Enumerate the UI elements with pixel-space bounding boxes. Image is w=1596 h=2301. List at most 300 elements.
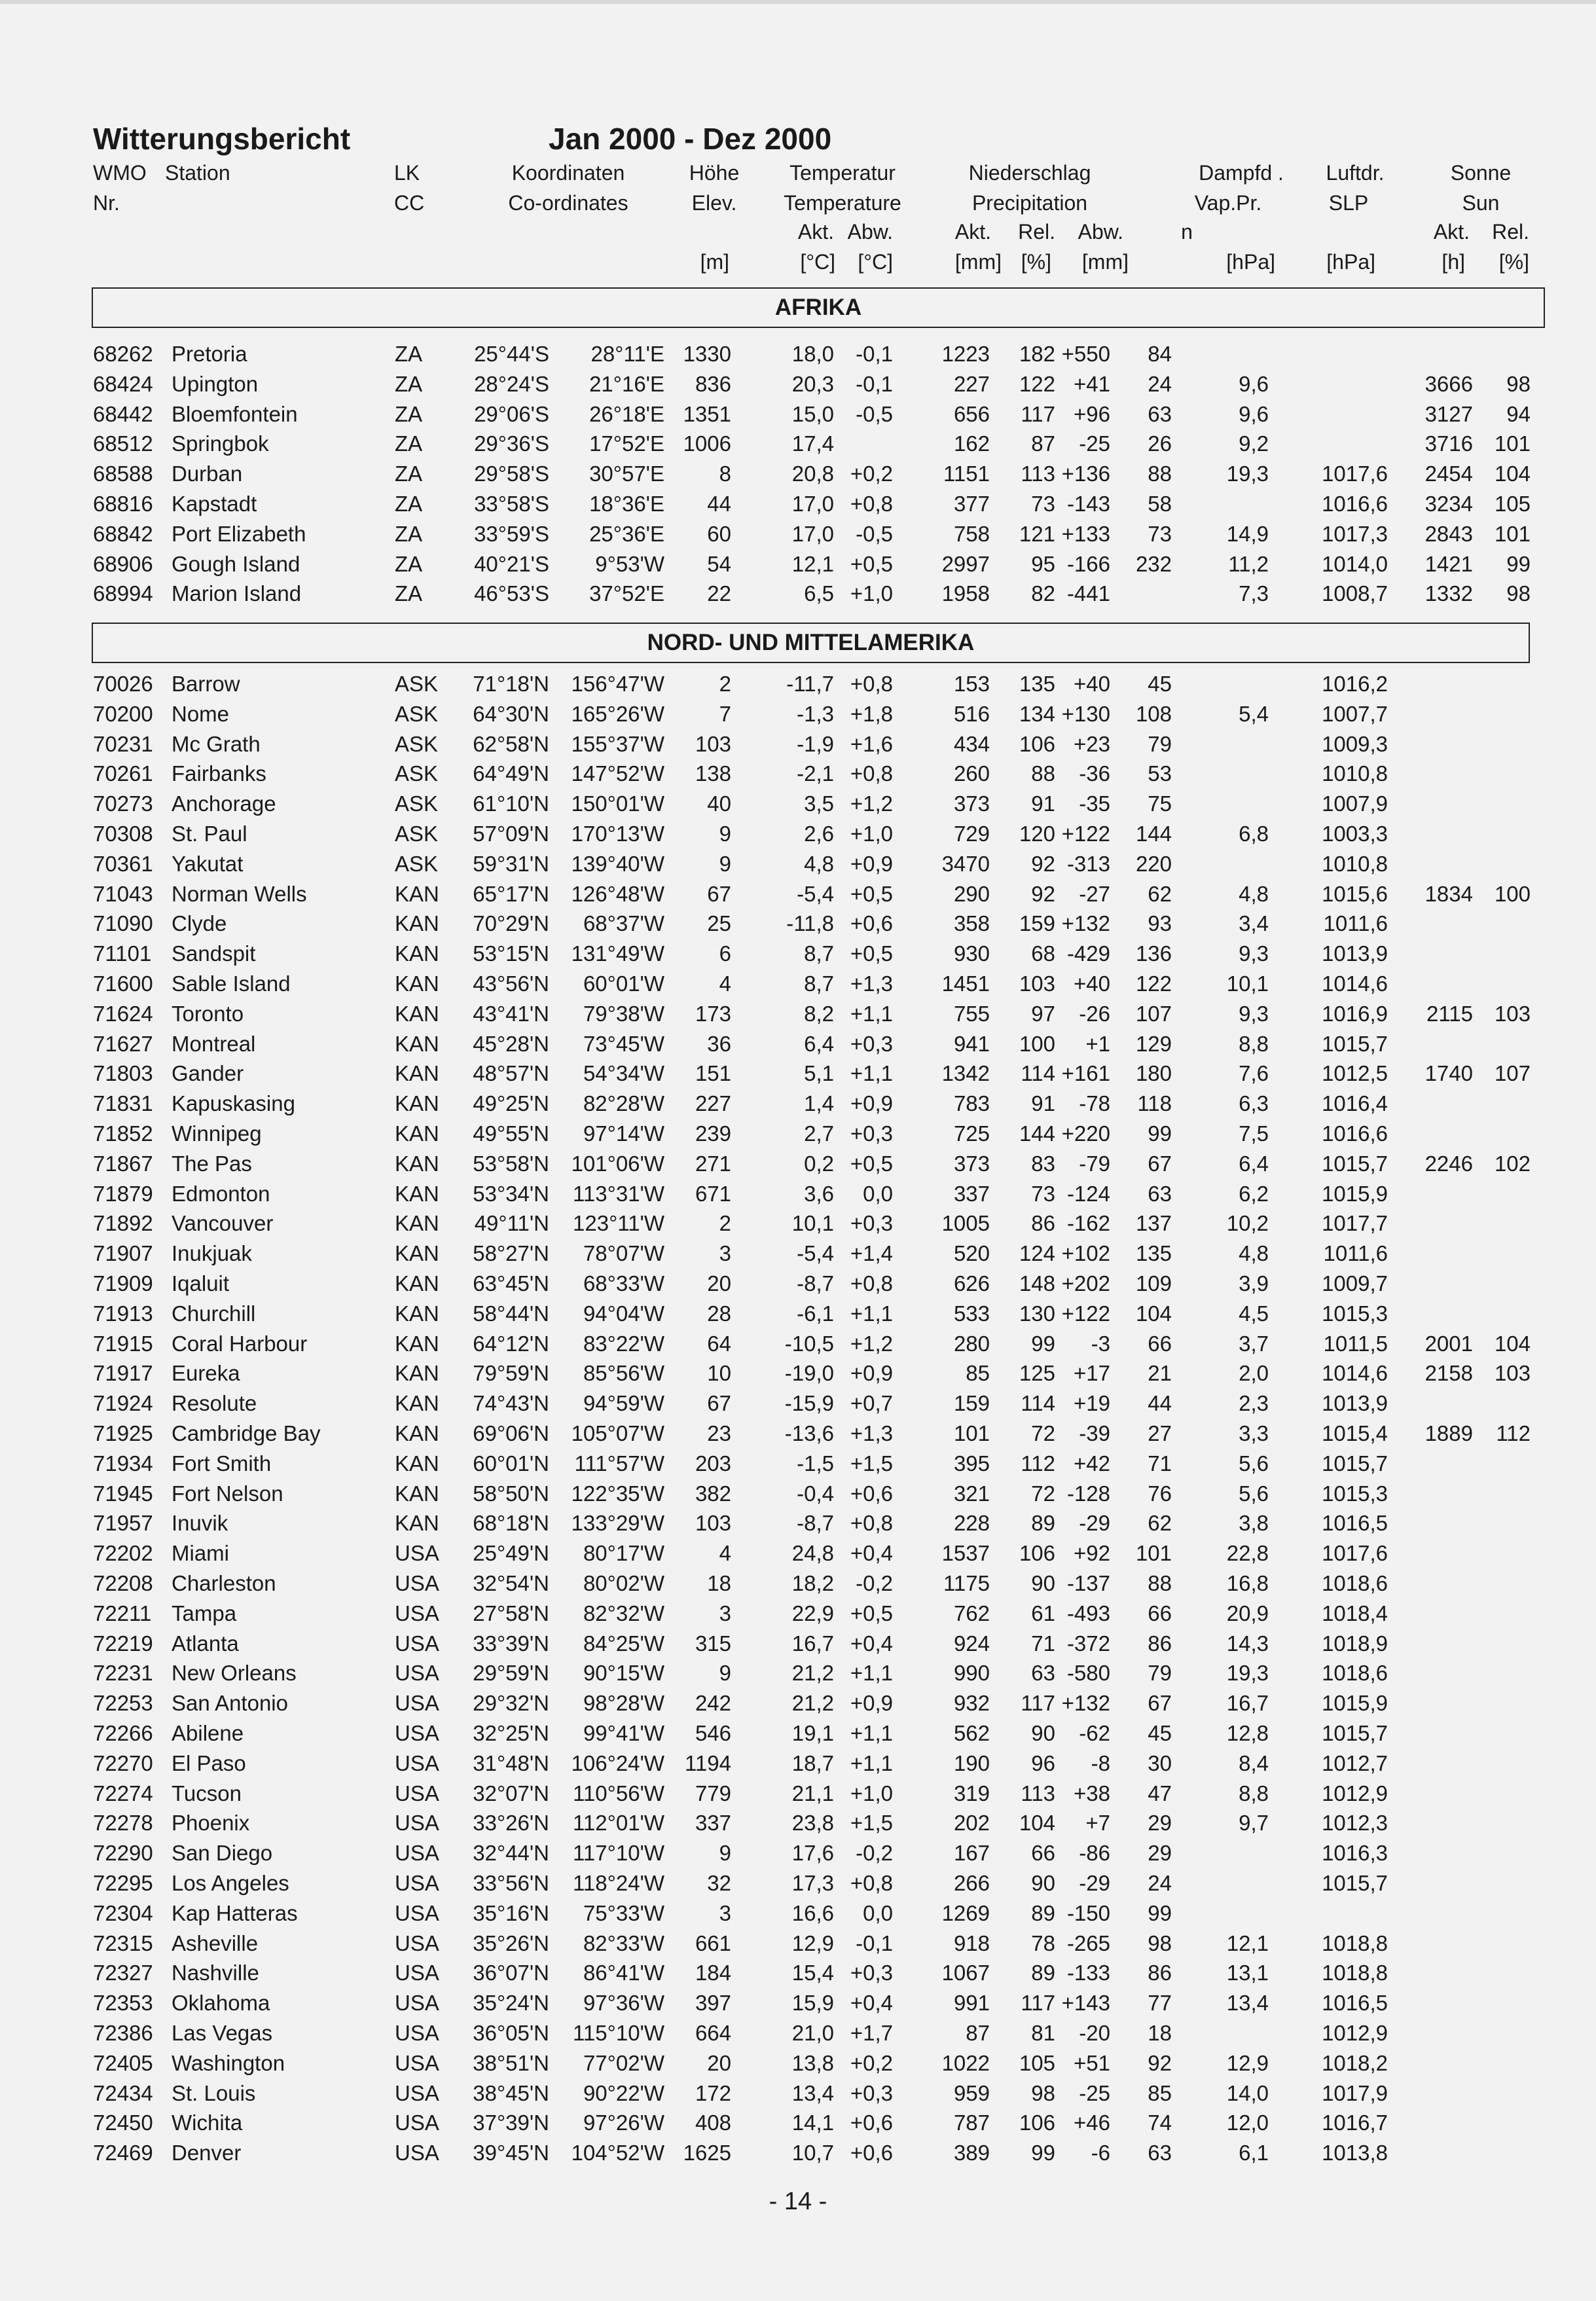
table-row [0, 1808, 1596, 1838]
longitude-cell: 94°59'W [583, 1391, 664, 1416]
elevation-cell: 40 [707, 791, 731, 816]
temp-actual-cell: 17,0 [791, 492, 834, 516]
elevation-cell: 271 [695, 1151, 731, 1176]
precip-actual-cell: 319 [953, 1781, 990, 1805]
latitude-cell: 35°16'N [473, 1900, 549, 1925]
precip-days-cell: 86 [1148, 1961, 1172, 1985]
temp-deviation-cell: 0,0 [863, 1181, 893, 1206]
sea-level-pressure-cell: 1016,3 [1322, 1841, 1388, 1866]
temp-deviation-cell: +0,6 [850, 2141, 893, 2165]
wmo-number-cell: 72278 [93, 1811, 153, 1836]
temp-actual-cell: 0,2 [804, 1151, 834, 1176]
vapour-pressure-cell: 8,4 [1239, 1750, 1269, 1775]
vapour-pressure-cell: 14,3 [1226, 1631, 1269, 1656]
sea-level-pressure-cell: 1013,9 [1322, 1391, 1388, 1416]
precip-days-cell: 122 [1135, 971, 1172, 996]
elevation-cell: 836 [695, 371, 731, 396]
elevation-cell: 23 [707, 1421, 731, 1445]
table-row [0, 369, 1596, 399]
elevation-cell: 1351 [683, 401, 731, 426]
elevation-cell: 227 [695, 1091, 731, 1116]
sunshine-relative-cell: 101 [1494, 431, 1531, 456]
precip-actual-cell: 562 [953, 1721, 990, 1745]
latitude-cell: 32°25'N [473, 1721, 549, 1745]
longitude-cell: 110°56'W [573, 1781, 664, 1805]
latitude-cell: 29°58'S [474, 462, 549, 486]
temp-deviation-cell: +0,5 [850, 881, 893, 906]
precip-days-cell: 77 [1148, 1991, 1172, 2016]
country-code-cell: ASK [395, 701, 439, 726]
precip-relative-cell: 90 [1031, 1721, 1055, 1745]
latitude-cell: 53°15'N [473, 941, 549, 966]
longitude-cell: 68°37'W [583, 911, 664, 936]
station-name-cell: The Pas [172, 1151, 252, 1176]
sea-level-pressure-cell: 1017,6 [1322, 1541, 1388, 1566]
temp-deviation-cell: +0,3 [850, 1961, 893, 1985]
sunshine-relative-cell: 98 [1506, 581, 1531, 606]
precip-actual-cell: 167 [953, 1841, 990, 1866]
table-row [0, 1358, 1596, 1388]
station-name-cell: Charleston [172, 1571, 276, 1595]
station-name-cell: Port Elizabeth [172, 521, 306, 546]
elevation-cell: 239 [695, 1121, 731, 1146]
station-name-cell: Gander [172, 1061, 244, 1086]
temp-deviation-cell: +1,0 [850, 822, 893, 846]
station-name-cell: Tampa [172, 1601, 237, 1625]
sea-level-pressure-cell: 1015,3 [1322, 1481, 1388, 1506]
header-temperature: Temperature [784, 191, 901, 215]
vapour-pressure-cell: 22,8 [1226, 1541, 1269, 1566]
sunshine-hours-cell: 1421 [1424, 551, 1473, 576]
elevation-cell: 151 [695, 1061, 731, 1086]
precip-deviation-cell: +136 [1061, 462, 1110, 486]
header-n [1116, 217, 1193, 246]
country-code-cell: USA [395, 1571, 439, 1595]
header-prec-rel: Rel. [1018, 220, 1055, 244]
wmo-number-cell: 72211 [93, 1601, 152, 1625]
longitude-cell: 30°57'E [589, 462, 664, 486]
longitude-cell: 139°40'W [571, 851, 664, 876]
country-code-cell: ZA [395, 492, 423, 516]
precip-relative-cell: 86 [1031, 1211, 1055, 1236]
wmo-number-cell: 72219 [93, 1631, 153, 1656]
elevation-cell: 36 [707, 1031, 731, 1056]
longitude-cell: 86°41'W [583, 1961, 664, 1985]
precip-days-cell: 24 [1148, 1871, 1172, 1895]
precip-days-cell: 92 [1148, 2050, 1172, 2075]
precip-actual-cell: 787 [953, 2111, 990, 2135]
precip-days-cell: 45 [1148, 672, 1172, 696]
precip-relative-cell: 135 [1019, 672, 1055, 696]
precip-actual-cell: 190 [953, 1750, 990, 1775]
precip-deviation-cell: -25 [1079, 2080, 1110, 2105]
sea-level-pressure-cell: 1009,7 [1322, 1271, 1388, 1295]
precip-deviation-cell: -150 [1066, 1900, 1110, 1925]
table-row [0, 429, 1596, 459]
station-name-cell: Iqaluit [172, 1271, 230, 1295]
longitude-cell: 155°37'W [571, 731, 664, 756]
precip-deviation-cell: -27 [1079, 881, 1110, 906]
temp-actual-cell: 2,7 [804, 1121, 834, 1146]
wmo-number-cell: 71907 [93, 1241, 153, 1266]
sea-level-pressure-cell: 1015,9 [1322, 1181, 1388, 1206]
precip-days-cell: 137 [1135, 1211, 1172, 1236]
longitude-cell: 60°01'W [583, 971, 664, 996]
precip-relative-cell: 91 [1031, 791, 1055, 816]
latitude-cell: 61°10'N [473, 791, 549, 816]
longitude-cell: 115°10'W [573, 2021, 664, 2045]
elevation-cell: 8 [719, 462, 731, 486]
sunshine-hours-cell: 2246 [1424, 1151, 1473, 1176]
precip-actual-cell: 337 [953, 1181, 990, 1206]
header-precipitation: Precipitation [971, 191, 1088, 215]
precip-deviation-cell: +42 [1074, 1451, 1110, 1476]
wmo-number-cell: 68842 [93, 521, 153, 546]
table-row [0, 1059, 1596, 1089]
longitude-cell: 170°13'W [571, 822, 664, 846]
header-koordinaten: Koordinaten [511, 161, 625, 185]
precip-actual-cell: 729 [953, 822, 990, 846]
temp-deviation-cell: +1,1 [850, 1061, 893, 1086]
precip-deviation-cell: -26 [1079, 1001, 1110, 1026]
wmo-number-cell: 71831 [93, 1091, 153, 1116]
sunshine-hours-cell: 1834 [1424, 881, 1473, 906]
header-sun: Sun [1462, 191, 1500, 215]
temp-actual-cell: 17,4 [791, 431, 834, 456]
precip-deviation-cell: +40 [1074, 672, 1110, 696]
temp-actual-cell: -6,1 [797, 1301, 834, 1326]
temp-actual-cell: 15,0 [791, 401, 834, 426]
sea-level-pressure-cell: 1016,5 [1322, 1511, 1388, 1536]
temp-actual-cell: 23,8 [791, 1811, 834, 1836]
longitude-cell: 84°25'W [583, 1631, 664, 1656]
precip-relative-cell: 112 [1021, 1451, 1055, 1476]
vapour-pressure-cell: 3,9 [1239, 1271, 1269, 1295]
wmo-number-cell: 71852 [93, 1121, 153, 1146]
sea-level-pressure-cell: 1018,2 [1322, 2050, 1388, 2075]
elevation-cell: 67 [707, 1391, 731, 1416]
sea-level-pressure-cell: 1015,7 [1322, 1721, 1388, 1745]
elevation-cell: 9 [719, 1841, 731, 1866]
sunshine-relative-cell: 98 [1506, 371, 1531, 396]
precip-actual-cell: 1005 [941, 1211, 990, 1236]
elevation-cell: 1625 [683, 2141, 731, 2165]
temp-deviation-cell: +1,4 [850, 1241, 893, 1266]
precip-days-cell: 29 [1148, 1811, 1172, 1836]
vapour-pressure-cell: 14,0 [1226, 2080, 1269, 2105]
latitude-cell: 58°50'N [473, 1481, 549, 1506]
sea-level-pressure-cell: 1015,6 [1322, 881, 1388, 906]
table-row [0, 1779, 1596, 1809]
elevation-cell: 3 [719, 1241, 731, 1266]
temp-actual-cell: -8,7 [797, 1271, 834, 1295]
precip-deviation-cell: -313 [1066, 851, 1110, 876]
vapour-pressure-cell: 9,2 [1239, 431, 1269, 456]
wmo-number-cell: 72315 [93, 1930, 153, 1955]
latitude-cell: 37°39'N [473, 2111, 549, 2135]
sea-level-pressure-cell: 1017,9 [1322, 2080, 1388, 2105]
temp-deviation-cell: +1,5 [850, 1451, 893, 1476]
precip-actual-cell: 1342 [941, 1061, 990, 1086]
precip-relative-cell: 90 [1031, 1871, 1055, 1895]
sea-level-pressure-cell: 1012,9 [1322, 1781, 1388, 1805]
header-slp-unit: [hPa] [1326, 250, 1375, 274]
precip-actual-cell: 918 [953, 1930, 990, 1955]
latitude-cell: 40°21'S [474, 551, 549, 576]
precip-relative-cell: 72 [1031, 1481, 1055, 1506]
temp-deviation-cell: +1,2 [850, 791, 893, 816]
vapour-pressure-cell: 6,3 [1239, 1091, 1269, 1116]
station-name-cell: Sable Island [172, 971, 291, 996]
longitude-cell: 90°15'W [583, 1661, 664, 1686]
longitude-cell: 83°22'W [583, 1331, 664, 1356]
station-name-cell: Oklahoma [172, 1991, 270, 2016]
elevation-cell: 203 [695, 1451, 731, 1476]
precip-deviation-cell: -25 [1079, 431, 1110, 456]
table-row [0, 819, 1596, 849]
latitude-cell: 49°55'N [473, 1121, 549, 1146]
temp-actual-cell: 21,2 [791, 1691, 834, 1716]
sea-level-pressure-cell: 1018,4 [1322, 1601, 1388, 1625]
sunshine-relative-cell: 99 [1506, 551, 1531, 576]
latitude-cell: 45°28'N [473, 1031, 549, 1056]
precip-relative-cell: 73 [1031, 492, 1055, 516]
precip-days-cell: 79 [1148, 1661, 1172, 1686]
table-row [0, 1119, 1596, 1149]
station-name-cell: Resolute [172, 1391, 257, 1416]
station-name-cell: Bloemfontein [172, 401, 298, 426]
temp-deviation-cell: +1,3 [850, 1421, 893, 1445]
precip-deviation-cell: -29 [1079, 1511, 1110, 1536]
header-prec-akt: Akt. [954, 220, 991, 244]
latitude-cell: 38°51'N [473, 2050, 549, 2075]
precip-deviation-cell: +143 [1061, 1991, 1110, 2016]
precip-days-cell: 118 [1137, 1091, 1172, 1116]
temp-deviation-cell: +0,9 [850, 1691, 893, 1716]
temp-deviation-cell: +0,5 [850, 1151, 893, 1176]
elevation-cell: 408 [695, 2111, 731, 2135]
sunshine-hours-cell: 3234 [1424, 492, 1473, 516]
precip-deviation-cell: +133 [1061, 521, 1110, 546]
vapour-pressure-cell: 2,0 [1239, 1361, 1269, 1386]
temp-deviation-cell: -0,5 [856, 521, 893, 546]
wmo-number-cell: 70273 [93, 791, 153, 816]
table-row [0, 1449, 1596, 1479]
precip-relative-cell: 83 [1031, 1151, 1055, 1176]
header-prec-unit-mm: [mm] [954, 250, 1002, 274]
longitude-cell: 97°26'W [583, 2111, 664, 2135]
wmo-number-cell: 68442 [93, 401, 153, 426]
precip-actual-cell: 377 [953, 492, 990, 516]
elevation-cell: 28 [707, 1301, 731, 1326]
latitude-cell: 36°07'N [473, 1961, 549, 1985]
latitude-cell: 65°17'N [473, 881, 549, 906]
header-temp-akt: Akt. [797, 220, 834, 244]
country-code-cell: ASK [395, 822, 439, 846]
country-code-cell: KAN [395, 1061, 439, 1086]
longitude-cell: 106°24'W [571, 1750, 664, 1775]
station-name-cell: Los Angeles [172, 1871, 289, 1895]
vapour-pressure-cell: 2,3 [1239, 1391, 1269, 1416]
sunshine-relative-cell: 103 [1494, 1361, 1531, 1386]
vapour-pressure-cell: 5,4 [1239, 701, 1269, 726]
latitude-cell: 31°48'N [473, 1750, 549, 1775]
precip-days-cell: 27 [1148, 1421, 1172, 1445]
header-nr: Nr. [93, 191, 120, 215]
elevation-cell: 184 [695, 1961, 731, 1985]
station-name-cell: Denver [172, 2141, 242, 2165]
sea-level-pressure-cell: 1016,5 [1322, 1991, 1388, 2016]
country-code-cell: KAN [395, 911, 439, 936]
temp-actual-cell: -15,9 [784, 1391, 834, 1416]
station-name-cell: Barrow [172, 672, 240, 696]
table-row [0, 339, 1596, 369]
precip-deviation-cell: -79 [1079, 1151, 1110, 1176]
temp-actual-cell: 21,2 [791, 1661, 834, 1686]
report-title: Witterungsbericht [93, 122, 351, 156]
country-code-cell: USA [395, 1871, 439, 1895]
vapour-pressure-cell: 3,7 [1239, 1331, 1269, 1356]
wmo-number-cell: 71925 [93, 1421, 153, 1445]
latitude-cell: 48°57'N [473, 1061, 549, 1086]
country-code-cell: KAN [395, 1121, 439, 1146]
precip-days-cell: 109 [1135, 1271, 1172, 1295]
elevation-cell: 103 [695, 731, 731, 756]
station-name-cell: Clyde [172, 911, 227, 936]
sea-level-pressure-cell: 1011,6 [1323, 911, 1388, 936]
precip-relative-cell: 134 [1019, 701, 1055, 726]
elevation-cell: 3 [719, 1601, 731, 1625]
precip-actual-cell: 1958 [941, 581, 990, 606]
temp-deviation-cell: +1,1 [850, 1721, 893, 1745]
precip-deviation-cell: -162 [1066, 1211, 1110, 1236]
country-code-cell: USA [395, 1841, 439, 1866]
station-name-cell: St. Paul [172, 822, 247, 846]
country-code-cell: USA [395, 1691, 439, 1716]
temp-actual-cell: 16,6 [791, 1900, 834, 1925]
longitude-cell: 85°56'W [583, 1361, 664, 1386]
latitude-cell: 60°01'N [473, 1451, 549, 1476]
precip-days-cell: 144 [1135, 822, 1172, 846]
elevation-cell: 661 [695, 1930, 731, 1955]
precip-deviation-cell: +132 [1061, 1691, 1110, 1716]
elevation-cell: 64 [707, 1331, 731, 1356]
longitude-cell: 79°38'W [583, 1001, 664, 1026]
header-sonne: Sonne [1450, 161, 1512, 185]
country-code-cell: ZA [395, 581, 423, 606]
sea-level-pressure-cell: 1018,6 [1322, 1661, 1388, 1686]
vapour-pressure-cell: 5,6 [1239, 1451, 1269, 1476]
station-name-cell: Montreal [172, 1031, 256, 1056]
table-row [0, 1958, 1596, 1988]
elevation-cell: 173 [695, 1001, 731, 1026]
country-code-cell: KAN [395, 971, 439, 996]
station-name-cell: Atlanta [172, 1631, 239, 1656]
precip-days-cell: 101 [1135, 1541, 1172, 1566]
vapour-pressure-cell: 3,3 [1239, 1421, 1269, 1445]
country-code-cell: ZA [395, 401, 423, 426]
station-name-cell: Toronto [172, 1001, 244, 1026]
table-row [0, 1868, 1596, 1898]
elevation-cell: 1006 [683, 431, 731, 456]
precip-deviation-cell: -36 [1079, 761, 1110, 786]
longitude-cell: 117°10'W [573, 1841, 664, 1866]
precip-days-cell: 75 [1148, 791, 1172, 816]
precip-deviation-cell: -143 [1066, 492, 1110, 516]
table-row [0, 519, 1596, 549]
precip-relative-cell: 98 [1031, 2080, 1055, 2105]
longitude-cell: 26°18'E [589, 401, 664, 426]
latitude-cell: 53°58'N [473, 1151, 549, 1176]
country-code-cell: KAN [395, 1151, 439, 1176]
wmo-number-cell: 68588 [93, 462, 153, 486]
temp-actual-cell: 17,6 [791, 1841, 834, 1866]
wmo-number-cell: 72202 [93, 1541, 153, 1566]
country-code-cell: KAN [395, 1421, 439, 1445]
temp-deviation-cell: +0,4 [850, 1631, 893, 1656]
header-temp-abw: Abw. [847, 220, 893, 244]
temp-actual-cell: -1,9 [797, 731, 834, 756]
precip-relative-cell: 182 [1019, 342, 1055, 366]
latitude-cell: 58°27'N [473, 1241, 549, 1266]
table-row [0, 459, 1596, 489]
wmo-number-cell: 71934 [93, 1451, 153, 1476]
precip-deviation-cell: +220 [1061, 1121, 1110, 1146]
precip-days-cell: 63 [1148, 1181, 1172, 1206]
header-abw-unit: [°C] [858, 250, 893, 274]
elevation-cell: 4 [719, 971, 731, 996]
precip-deviation-cell: -166 [1066, 551, 1110, 576]
precip-actual-cell: 321 [953, 1481, 990, 1506]
section-title: AFRIKA [774, 295, 862, 320]
latitude-cell: 64°49'N [473, 761, 549, 786]
precip-relative-cell: 88 [1031, 761, 1055, 786]
sea-level-pressure-cell: 1016,2 [1322, 672, 1388, 696]
precip-days-cell: 79 [1148, 731, 1172, 756]
country-code-cell: KAN [395, 1391, 439, 1416]
precip-relative-cell: 124 [1019, 1241, 1055, 1266]
table-row [0, 999, 1596, 1029]
precip-actual-cell: 520 [953, 1241, 990, 1266]
precip-relative-cell: 89 [1031, 1511, 1055, 1536]
precip-relative-cell: 95 [1031, 551, 1055, 576]
precip-actual-cell: 755 [953, 1001, 990, 1026]
temp-actual-cell: 20,8 [791, 462, 834, 486]
vapour-pressure-cell: 6,4 [1239, 1151, 1269, 1176]
sunshine-hours-cell: 2843 [1424, 521, 1473, 546]
wmo-number-cell: 71090 [93, 911, 153, 936]
elevation-cell: 7 [719, 701, 731, 726]
precip-days-cell: 98 [1148, 1930, 1172, 1955]
longitude-cell: 82°28'W [583, 1091, 664, 1116]
country-code-cell: KAN [395, 881, 439, 906]
wmo-number-cell: 72304 [93, 1900, 153, 1925]
temp-deviation-cell: -0,1 [856, 371, 893, 396]
latitude-cell: 43°56'N [473, 971, 549, 996]
precip-relative-cell: 130 [1019, 1301, 1055, 1326]
station-name-cell: Miami [172, 1541, 229, 1566]
elevation-cell: 9 [719, 822, 731, 846]
station-name-cell: Asheville [172, 1930, 259, 1955]
latitude-cell: 64°12'N [473, 1331, 549, 1356]
elevation-cell: 671 [695, 1181, 731, 1206]
precip-days-cell: 67 [1148, 1691, 1172, 1716]
wmo-number-cell: 68906 [93, 551, 153, 576]
longitude-cell: 68°33'W [583, 1271, 664, 1295]
table-row [0, 669, 1596, 699]
temp-actual-cell: 6,5 [804, 581, 834, 606]
sea-level-pressure-cell: 1007,9 [1322, 791, 1388, 816]
